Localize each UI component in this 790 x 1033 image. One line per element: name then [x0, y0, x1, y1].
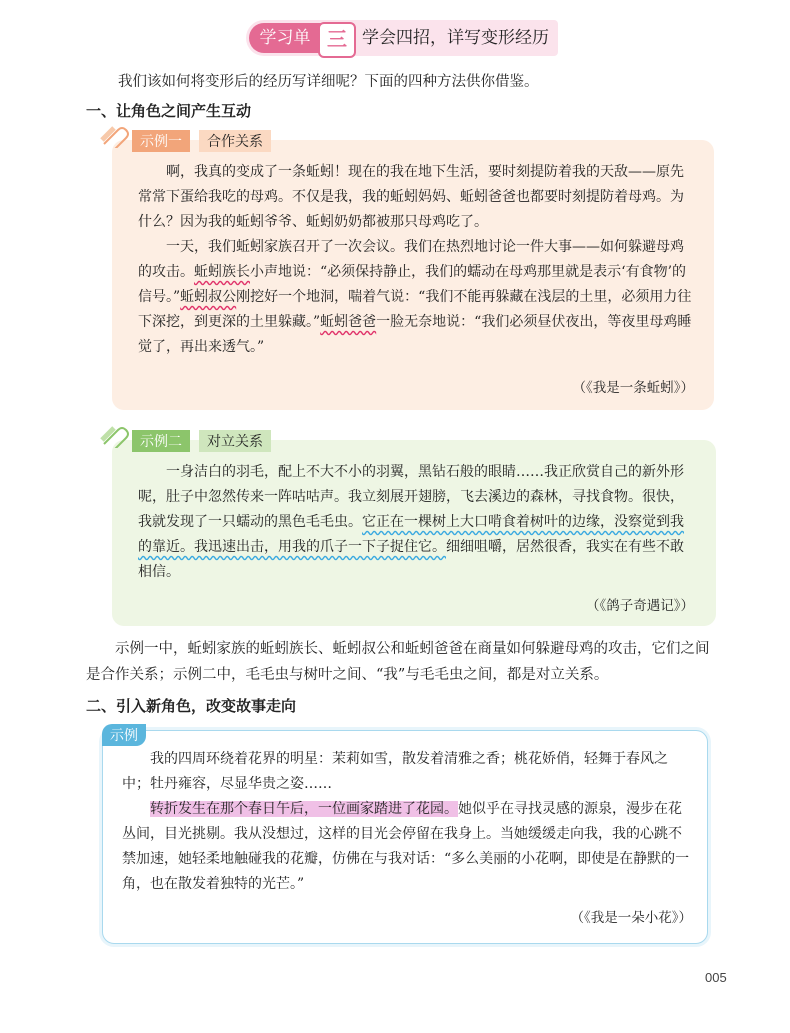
worksheet-tag: 学习单 [249, 23, 321, 53]
example1-paragraph2 [138, 235, 694, 360]
paperclip-icon [100, 126, 130, 148]
paperclip-icon [100, 426, 130, 448]
example1-subtag: 合作关系 [199, 130, 271, 152]
example3-tag: 示例 [102, 724, 146, 746]
example1-paragraph1: 啊，我真的变成了一条蚯蚓！现在的我在地下生活，要时刻提防着我的天敌——原先常常下蛋给我吃的母鸡。不仅是我，我的蚯蚓妈妈、蚯蚓爸爸也都要时刻提防着母鸡。为什么？因为我的蚯蚓爷爷、蚯蚓奶奶都被那只母鸡吃了。 [138, 164, 684, 230]
example3-highlight: 转折发生在那个春日午后，一位画家踏进了花园。 [150, 801, 458, 817]
example1-p2g: 一脸无奈地说：“我们必须昼伏夜出，等夜里母鸡睡觉了，再出来透气。” [138, 314, 692, 355]
intro-text: 我们该如何将变形后的经历写详细呢？下面的四种方法供你借鉴。 [118, 74, 539, 90]
example1-p2e: 刚挖好一个地洞，喘着气说：“我们不能再躲藏在浅层的土里，必须用力往下深挖，到更深的土里躲藏。” [138, 289, 692, 330]
example1-father: 蚯蚓爸爸 [320, 314, 377, 330]
example1-body [138, 160, 694, 360]
example3-source: （《我是一朵小花》） [570, 910, 692, 926]
example2-paragraph1 [138, 460, 694, 585]
section1-summary: 示例一中，蚯蚓家族的蚯蚓族长、蚯蚓叔公和蚯蚓爸爸在商量如何躲避母鸡的攻击，它们之间是合作关系；示例二中，毛毛虫与树叶之间、“我”与毛毛虫之间，都是对立关系。 [86, 641, 710, 683]
page-number: 005 [705, 970, 727, 985]
example1-p2c: 小声地说：“必须保持静止，我们的蠕动在母鸡那里就是表示‘有食物’的信号。” [138, 264, 687, 305]
example1-uncle: 蚯蚓叔公 [180, 289, 237, 305]
page-title: 学会四招，详写变形经历 [362, 28, 549, 47]
example1-chief: 蚯蚓族长 [194, 264, 250, 280]
example2-p1a: 一身洁白的羽毛，配上不大不小的羽翼，黑钻石般的眼睛……我正欣赏自己的新外形呢，肚子中忽然传来一阵咕咕声。我立刻展开翅膀，飞去溪边的森林，寻找食物。很快，我就发现了一只蠕动的黑色毛毛虫。 [138, 464, 684, 530]
example2-underline2: 我迅速出击，用我的爪子一下子捉住它。 [194, 539, 446, 555]
example2-source: （《鸽子奇遇记》） [586, 598, 694, 614]
section2-heading: 二、引入新角色，改变故事走向 [86, 698, 297, 715]
section1-heading: 一、让角色之间产生互动 [86, 103, 252, 120]
example2-tag: 示例二 [132, 430, 190, 452]
example2-underline1: 它正在一棵树上大口啃食着树叶的边缘，没察觉到我的靠近。 [138, 514, 684, 555]
example2-subtag: 对立关系 [199, 430, 271, 452]
example1-p2a: 一天，我们蚯蚓家族召开了一次会议。我们在热烈地讨论一件大事——如何躲避母鸡的攻击。 [138, 239, 684, 280]
example3-paragraph2 [122, 797, 692, 897]
example2-body [138, 460, 694, 585]
example2-p1d: 细细咀嚼，居然很香，我实在有些不敢相信。 [138, 539, 684, 580]
example3-paragraph1: 我的四周环绕着花界的明星：茉莉如雪，散发着清雅之香；桃花娇俏，轻舞于春风之中；牡丹雍容，尽显华贵之姿…… [122, 751, 668, 792]
example3-p2b: 她似乎在寻找灵感的源泉，漫步在花丛间，目光挑剔。我从没想过，这样的目光会停留在我身上。当她缓缓走向我，我的心跳不禁加速，她轻柔地触碰我的花瓣，仿佛在与我对话：“多么美丽的小花啊，即使是在静默的一角，也在散发着独特的光芒。” [122, 801, 690, 892]
example1-tag: 示例一 [132, 130, 190, 152]
example3-body [122, 747, 692, 897]
worksheet-number: 三 [318, 22, 356, 58]
example1-source: （《我是一条蚯蚓》） [572, 380, 694, 396]
